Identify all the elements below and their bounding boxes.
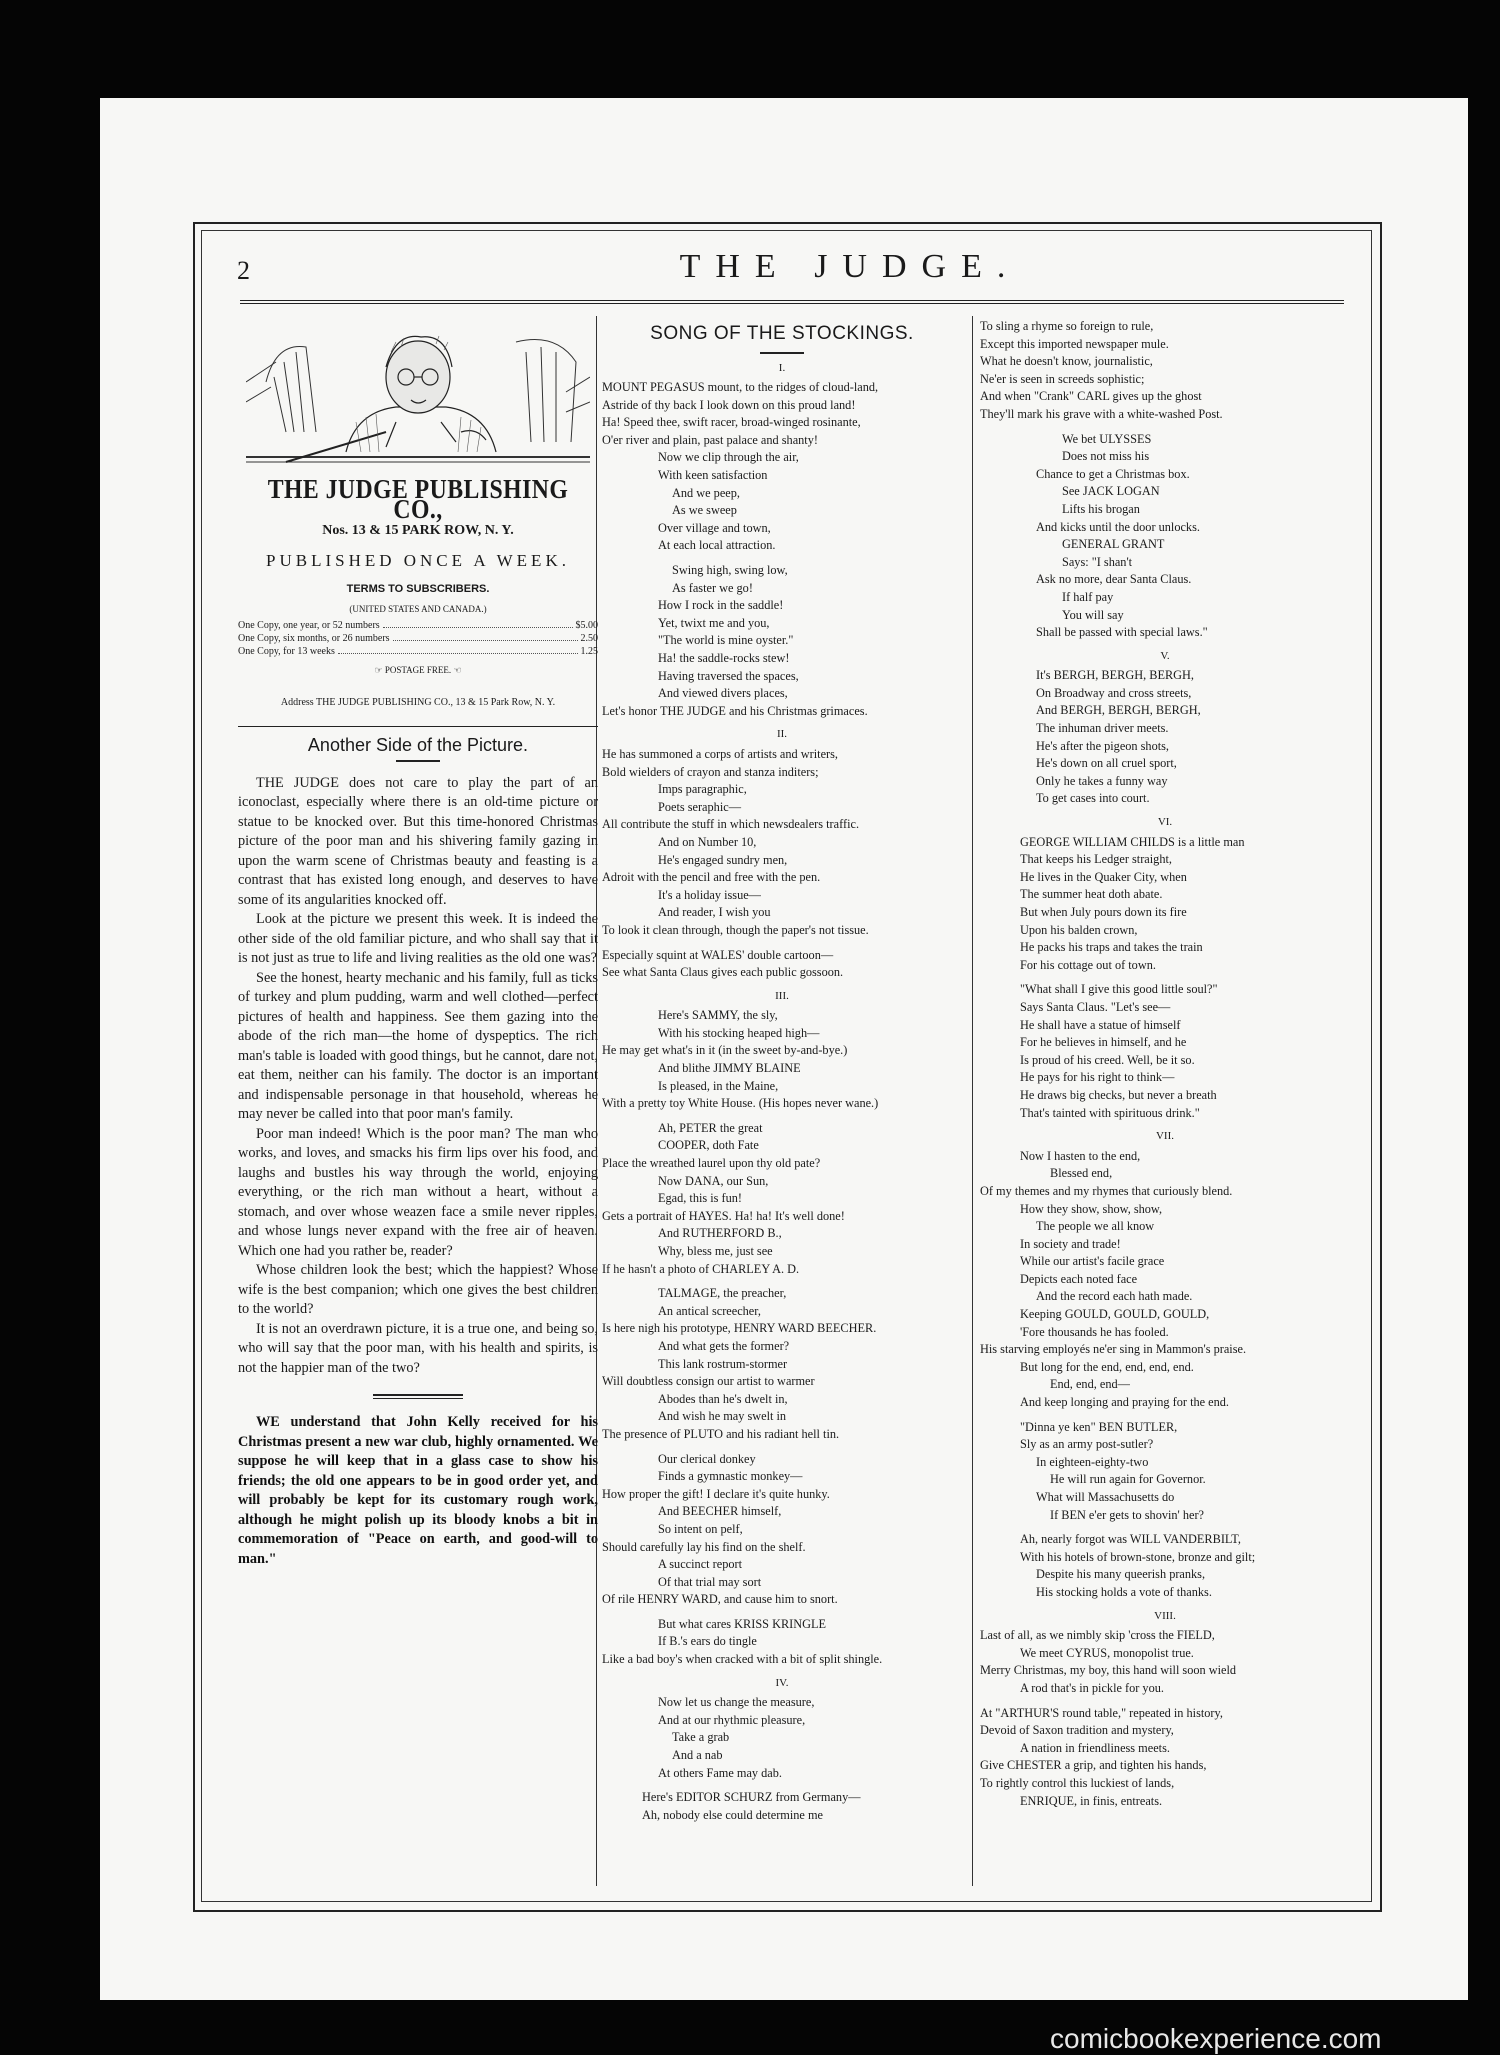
poem-line: Ha! the saddle-rocks stew! xyxy=(658,651,790,665)
terms-row xyxy=(238,645,598,658)
article-paragraph: It is not an overdrawn picture, it is a true one, and being so, who will say that the poor man, with his health and spirits, is not the happier man of the two? xyxy=(238,1320,598,1376)
poem-line: He draws big checks, but never a breath xyxy=(1020,1087,1217,1102)
poem-line: An antical screecher, xyxy=(658,1303,761,1318)
poem-line: But when July pours down its fire xyxy=(1020,905,1187,919)
poem-section-number: II. xyxy=(776,728,788,741)
terms-label: One Copy, for 13 weeks xyxy=(238,646,335,657)
poem-line: Now let us change the measure, xyxy=(658,1695,815,1710)
section-rule xyxy=(238,726,598,727)
leader-dots xyxy=(338,645,578,654)
poem-line: Ne'er is seen in screeds sophistic; xyxy=(980,371,1145,386)
terms-row xyxy=(238,619,598,632)
stanza-gap xyxy=(602,1278,962,1285)
poem-line: Ask no more, dear Santa Claus. xyxy=(1036,572,1192,587)
terms-subheading: (UNITED STATES AND CANADA.) xyxy=(349,603,487,614)
poem-line: Here's SAMMY, the sly, xyxy=(658,1008,778,1023)
page-number: 2 xyxy=(237,256,250,285)
poem-line: The summer heat doth abate. xyxy=(1020,887,1163,902)
column-2 xyxy=(602,318,962,1824)
poem-line: Ha! Speed thee, swift racer, broad-winged rosinante, xyxy=(602,415,861,430)
poem-line: While our artist's facile grace xyxy=(1020,1254,1165,1269)
poem-line: How I rock in the saddle! xyxy=(658,598,784,613)
poem-line: Having traversed the spaces, xyxy=(658,668,799,683)
poem-line: Is pleased, in the Maine, xyxy=(658,1078,779,1093)
poem-line: Finds a gymnastic monkey— xyxy=(658,1469,803,1484)
stanza-gap xyxy=(602,1609,962,1616)
poem-line: GENERAL GRANT xyxy=(1062,537,1165,552)
poem-line: He packs his traps and takes the train xyxy=(1020,940,1203,955)
article-divider xyxy=(373,1394,463,1399)
article-title: Another Side of the Picture. xyxy=(307,735,529,755)
poem-line: TALMAGE, the preacher, xyxy=(658,1286,787,1301)
editor-illustration xyxy=(246,322,590,472)
article-paragraph: Poor man indeed! Which is the poor man? The man who works, and loves, and smacks his firm lips over his food, and laughs and bustles his way through the world, enjoying everything, or the rich man without a heart, without a stomach, and over whose weazen face a smile never ripples, and whose lungs never expand with the free air of heaven. Which one had you rather be, reader? xyxy=(238,1125,598,1259)
poem-line: And at our rhythmic pleasure, xyxy=(658,1712,806,1727)
poem-section-number: III. xyxy=(775,989,789,1002)
poem-line: With keen satisfaction xyxy=(658,468,768,483)
poem-line: The presence of PLUTO and his radiant hell tin. xyxy=(602,1426,840,1441)
masthead-title: THE JUDGE. xyxy=(679,248,1021,285)
poem-line: In society and trade! xyxy=(1020,1236,1121,1251)
postage-note xyxy=(238,661,598,681)
poem-line: Will doubtless consign our artist to warmer xyxy=(602,1374,815,1389)
poem-section-number: IV. xyxy=(775,1676,789,1689)
poem-section-number: VI. xyxy=(1157,816,1173,829)
terms-heading: TERMS TO SUBSCRIBERS. xyxy=(346,583,490,595)
poem-line: This lank rostrum-stormer xyxy=(658,1356,788,1371)
poem-line: Adroit with the pencil and free with the pen. xyxy=(602,870,821,885)
poem-line: Let's honor THE JUDGE and his Christmas grimaces. xyxy=(602,703,868,718)
poem-line: Over village and town, xyxy=(658,520,771,535)
poem-line: In eighteen-eighty-two xyxy=(1036,1454,1149,1469)
poem-line: To get cases into court. xyxy=(1036,791,1150,806)
poem-section-number: I. xyxy=(778,361,786,374)
poem-line: Give CHESTER a grip, and tighten his hands, xyxy=(980,1758,1207,1773)
leader-dots xyxy=(383,619,573,628)
terms-price: 2.50 xyxy=(580,633,598,644)
poem-line: Gets a portrait of HAYES. Ha! ha! It's well done! xyxy=(602,1208,845,1223)
terms-price: $5.00 xyxy=(575,620,598,631)
song-title: SONG OF THE STOCKINGS. xyxy=(650,323,914,344)
poem-line: See what Santa Claus gives each public gossoon. xyxy=(602,965,844,980)
poem-line: MOUNT PEGASUS mount, to the ridges of cloud-land, xyxy=(602,380,879,395)
stanza-gap xyxy=(980,974,1350,981)
poem-line: Is proud of his creed. Well, be it so. xyxy=(1020,1052,1195,1067)
poem-line: And wish he may swelt in xyxy=(658,1409,787,1424)
poem-line: And BEECHER himself, xyxy=(658,1504,782,1519)
poem-line: The inhuman driver meets. xyxy=(1036,721,1169,736)
poem-section-number: VIII. xyxy=(1154,1609,1176,1622)
poem-line: Especially squint at WALES' double cartoon— xyxy=(602,947,834,962)
column-1 xyxy=(238,318,598,1569)
poem-line: As we sweep xyxy=(672,503,737,518)
poem-line: A rod that's in pickle for you. xyxy=(1020,1680,1164,1695)
poem-line: Only he takes a funny way xyxy=(1036,773,1168,788)
poem-line: He will run again for Governor. xyxy=(1050,1472,1206,1487)
poem-line: What will Massachusetts do xyxy=(1036,1490,1175,1504)
column-3 xyxy=(980,318,1350,1810)
poem-line: And blithe JIMMY BLAINE xyxy=(658,1061,801,1076)
poem-line: Devoid of Saxon tradition and mystery, xyxy=(980,1723,1174,1738)
poem-line: At "ARTHUR'S round table," repeated in history, xyxy=(980,1705,1223,1720)
poem-line: For his cottage out of town. xyxy=(1020,957,1156,972)
poem-line: As faster we go! xyxy=(672,580,753,595)
stanza-gap xyxy=(602,1782,962,1789)
poem-line: We meet CYRUS, monopolist true. xyxy=(1020,1645,1194,1660)
title-rule xyxy=(396,760,440,762)
poem-line: A succinct report xyxy=(658,1557,743,1572)
poem-line: Sly as an army post-sutler? xyxy=(1020,1437,1154,1452)
poem-line: Lifts his brogan xyxy=(1062,501,1140,516)
kelly-note xyxy=(238,1413,598,1569)
poem-section-number: VII. xyxy=(1155,1130,1175,1143)
poem-line: And the record each hath made. xyxy=(1036,1289,1193,1304)
poem-line: That keeps his Ledger straight, xyxy=(1020,852,1172,867)
poem-line: He has summoned a corps of artists and writers, xyxy=(602,746,838,761)
poem-line: But what cares KRISS KRINGLE xyxy=(658,1616,827,1631)
poem-line: Shall be passed with special laws." xyxy=(1036,625,1208,640)
poem-line: "Dinna ye ken" BEN BUTLER, xyxy=(1020,1419,1178,1434)
site-watermark: comicbookexperience.com xyxy=(1050,2023,1382,2054)
poem-line: 'Fore thousands he has fooled. xyxy=(1020,1324,1169,1339)
poem-line: See JACK LOGAN xyxy=(1062,484,1160,499)
poem-line: With a pretty toy White House. (His hopes never wane.) xyxy=(602,1096,879,1111)
poem-line: How proper the gift! I declare it's quite hunky. xyxy=(602,1486,830,1501)
poem-line: Ah, nobody else could determine me xyxy=(642,1807,823,1822)
stanza-gap xyxy=(980,1524,1350,1531)
poem-line: Now we clip through the air, xyxy=(658,450,799,465)
poem-line: You will say xyxy=(1062,607,1124,622)
poem-line: Should carefully lay his find on the shelf. xyxy=(602,1539,806,1554)
stanza-gap xyxy=(602,555,962,562)
poem-line: That's tainted with spirituous drink." xyxy=(1020,1105,1200,1120)
poem-line: GEORGE WILLIAM CHILDS is a little man xyxy=(1020,834,1245,849)
poem-line: Our clerical donkey xyxy=(658,1451,756,1466)
poem-line: If BEN e'er gets to shovin' her? xyxy=(1050,1507,1204,1522)
postage-text: POSTAGE FREE. xyxy=(384,665,452,675)
pointing-hand-icon: ☜ xyxy=(451,665,462,675)
masthead-rule-bottom xyxy=(240,303,1344,304)
poem-line: And keep longing and praying for the end. xyxy=(1020,1395,1229,1410)
masthead-rule-top xyxy=(240,300,1344,301)
poem-line: The people we all know xyxy=(1036,1219,1155,1234)
poem-line: But long for the end, end, end, end. xyxy=(1020,1359,1194,1374)
article-paragraph: Look at the picture we present this week. It is indeed the other side of the old familiar picture, and who shall say that it is not just as true to life and living realities as the old one was? xyxy=(238,911,598,966)
poem-line: Says Santa Claus. "Let's see— xyxy=(1020,999,1171,1014)
poem-line: It's BERGH, BERGH, BERGH, xyxy=(1036,668,1194,683)
poem-line: Place the wreathed laurel upon thy old pate? xyxy=(602,1156,821,1171)
poem-line: And on Number 10, xyxy=(658,834,757,849)
poem-line: How they show, show, show, xyxy=(1020,1201,1163,1216)
poem-line: For he believes in himself, and he xyxy=(1020,1035,1187,1050)
poem-line: If half pay xyxy=(1062,589,1114,604)
poem-line: And BERGH, BERGH, BERGH, xyxy=(1036,703,1201,718)
pointing-hand-icon: ☞ xyxy=(374,665,385,675)
poem-line: If he hasn't a photo of CHARLEY A. D. xyxy=(602,1261,800,1276)
poem-line: To sling a rhyme so foreign to rule, xyxy=(980,319,1154,333)
poem-line: Depicts each noted face xyxy=(1020,1271,1138,1286)
poem-line: He may get what's in it (in the sweet by-and-bye.) xyxy=(602,1043,848,1058)
poem-line: "The world is mine oyster." xyxy=(658,633,794,648)
poem-line: Why, bless me, just see xyxy=(658,1244,773,1258)
poem-line: Egad, this is fun! xyxy=(658,1191,743,1206)
poem-line: ENRIQUE, in finis, entreats. xyxy=(1020,1793,1163,1808)
poem-line: COOPER, doth Fate xyxy=(658,1138,759,1153)
kelly-paragraph: WE understand that John Kelly received for his Christmas present a new war club, highly ornamented. We suppose he will keep that in a glass case to show his friends; the old one appears to be in good order yet, and will probably be kept for its customary rough work, although he might polish up its bloody knobs a bit in commemoration of "Peace on earth, and good-will to man." xyxy=(238,1414,598,1567)
article-paragraph: THE JUDGE does not care to play the part of an iconoclast, especially where there is an old-time picture or statue to be knocked over. But this time-honored Christmas picture of the poor man and his shivering family gazing in upon the warm scene of Christmas beauty and feasting is a contrast that has existed long enough, and deserves to have some of its angularities knocked off. xyxy=(238,774,598,908)
poem-line: And reader, I wish you xyxy=(658,905,771,920)
publisher-address-line: Address THE JUDGE PUBLISHING CO., 13 & 15 Park Row, N. Y. xyxy=(280,696,556,708)
poem-line: Says: "I shan't xyxy=(1062,554,1133,569)
poem-line: To look it clean through, though the paper's not tissue. xyxy=(602,922,869,937)
poem-line: To rightly control this luckiest of lands, xyxy=(980,1775,1175,1790)
stanza-gap xyxy=(602,1113,962,1120)
poem-line: Like a bad boy's when cracked with a bit of split shingle. xyxy=(602,1652,883,1667)
stanza-gap xyxy=(602,1444,962,1451)
terms-label: One Copy, six months, or 26 numbers xyxy=(238,633,390,644)
poem-line: What he doesn't know, journalistic, xyxy=(980,354,1153,369)
poem-line: Is here nigh his prototype, HENRY WARD BEECHER. xyxy=(602,1321,877,1336)
poem-line: It's a holiday issue— xyxy=(658,887,761,902)
stanza-gap xyxy=(602,940,962,947)
poem-line: Chance to get a Christmas box. xyxy=(1036,466,1190,481)
poem-section-number: V. xyxy=(1160,649,1170,662)
poem-line: Merry Christmas, my boy, this hand will soon wield xyxy=(980,1663,1237,1678)
column-divider-2 xyxy=(972,316,973,1886)
poem-line: He's down on all cruel sport, xyxy=(1036,756,1177,771)
poem-line: He shall have a statue of himself xyxy=(1020,1017,1181,1032)
poem-line: Bold wielders of crayon and stanza inditers; xyxy=(602,764,819,779)
article-paragraph: Whose children look the best; which the happiest? Whose wife is the best companion; which one gives the best children to the world? xyxy=(238,1262,598,1317)
poem-column-2 xyxy=(602,360,962,1825)
poem-line: Blessed end, xyxy=(1050,1166,1113,1181)
stanza-gap xyxy=(980,1698,1350,1705)
poem-line: O'er river and plain, past palace and shanty! xyxy=(602,432,818,447)
poem-line: Here's EDITOR SCHURZ from Germany— xyxy=(642,1790,861,1805)
poem-line: If B.'s ears do tingle xyxy=(658,1634,757,1649)
poem-line: We bet ULYSSES xyxy=(1062,431,1152,446)
poem-line: Astride of thy back I look down on this proud land! xyxy=(602,397,856,412)
stanza-gap xyxy=(980,424,1350,431)
poem-line: And RUTHERFORD B., xyxy=(658,1226,782,1241)
terms-price: 1.25 xyxy=(580,646,598,657)
poem-line: He pays for his right to think— xyxy=(1020,1070,1175,1085)
poem-line: Does not miss his xyxy=(1062,449,1150,464)
poem-line: Yet, twixt me and you, xyxy=(658,615,770,630)
poem-line: Now I hasten to the end, xyxy=(1020,1148,1141,1163)
poem-line: And kicks until the door unlocks. xyxy=(1036,519,1200,534)
poem-line: His starving employés ne'er sing in Mammon's praise. xyxy=(980,1342,1247,1357)
poem-line: Except this imported newspaper mule. xyxy=(980,336,1169,351)
poem-line: "What shall I give this good little soul?" xyxy=(1020,982,1218,997)
poem-line: Imps paragraphic, xyxy=(658,782,747,797)
poem-line: They'll mark his grave with a white-washed Post. xyxy=(980,406,1223,421)
poem-line: Ah, nearly forgot was WILL VANDERBILT, xyxy=(1020,1532,1241,1547)
song-title-rule xyxy=(760,352,804,354)
poem-line: Poets seraphic— xyxy=(658,799,741,814)
poem-line: All contribute the stuff in which newsdealers traffic. xyxy=(602,817,860,832)
poem-line: On Broadway and cross streets, xyxy=(1036,685,1192,700)
article-body xyxy=(238,774,598,1379)
poem-line: His stocking holds a vote of thanks. xyxy=(1036,1584,1212,1599)
poem-line: Now DANA, our Sun, xyxy=(658,1173,769,1188)
poem-line: With his hotels of brown-stone, bronze and gilt; xyxy=(1020,1549,1256,1564)
poem-line: So intent on pelf, xyxy=(658,1521,743,1536)
poem-line: Despite his many queerish pranks, xyxy=(1036,1567,1206,1582)
poem-column-3 xyxy=(980,318,1350,1810)
poem-line: And a nab xyxy=(672,1748,723,1763)
poem-line: He's engaged sundry men, xyxy=(658,852,788,867)
poem-line: And we peep, xyxy=(672,485,740,500)
poem-line: Take a grab xyxy=(672,1730,730,1745)
stanza-gap xyxy=(980,1412,1350,1419)
poem-line: He's after the pigeon shots, xyxy=(1036,738,1170,753)
leader-dots xyxy=(393,632,578,641)
article-paragraph: See the honest, hearty mechanic and his family, full as ticks of turkey and plum pudding, warm and well clothed—perfect pictures of health and happiness. See them gazing into the abode of the rich man—the home of dyspeptics. The rich man's table is loaded with good things, but he cannot, dare not, eat them, neither can his family. The doctor is an important and indispensable personage in that household, whereas he may never be called into that poor man's family. xyxy=(238,969,598,1122)
poem-line: Abodes than he's dwelt in, xyxy=(658,1391,788,1406)
poem-line: Ah, PETER the great xyxy=(658,1120,763,1135)
poem-line: Of my themes and my rhymes that curiously blend. xyxy=(980,1183,1233,1198)
poem-line: Of that trial may sort xyxy=(658,1574,762,1589)
poem-line: And viewed divers places, xyxy=(658,686,788,701)
terms-row xyxy=(238,632,598,645)
poem-line: He lives in the Quaker City, when xyxy=(1020,869,1187,884)
poem-line: At others Fame may dab. xyxy=(658,1765,782,1780)
poem-line: End, end, end— xyxy=(1050,1377,1130,1392)
poem-line: A nation in friendliness meets. xyxy=(1020,1740,1170,1755)
poem-line: Of rile HENRY WARD, and cause him to snort. xyxy=(602,1592,838,1607)
poem-line: With his stocking heaped high— xyxy=(658,1025,820,1040)
terms-label: One Copy, one year, or 52 numbers xyxy=(238,620,380,631)
poem-line: Last of all, as we nimbly skip 'cross the FIELD, xyxy=(980,1628,1215,1643)
poem-line: And when "Crank" CARL gives up the ghost xyxy=(980,389,1202,404)
poem-line: Swing high, swing low, xyxy=(672,563,788,578)
publication-frequency: PUBLISHED ONCE A WEEK. xyxy=(266,550,570,570)
poem-line: At each local attraction. xyxy=(658,538,776,553)
poem-line: And what gets the former? xyxy=(658,1338,790,1353)
publisher-name: THE JUDGE PUBLISHING CO., xyxy=(267,474,569,524)
poem-line: Keeping GOULD, GOULD, GOULD, xyxy=(1020,1307,1210,1322)
poem-line: Upon his balden crown, xyxy=(1020,922,1138,937)
publisher-address: Nos. 13 & 15 PARK ROW, N. Y. xyxy=(322,523,514,538)
